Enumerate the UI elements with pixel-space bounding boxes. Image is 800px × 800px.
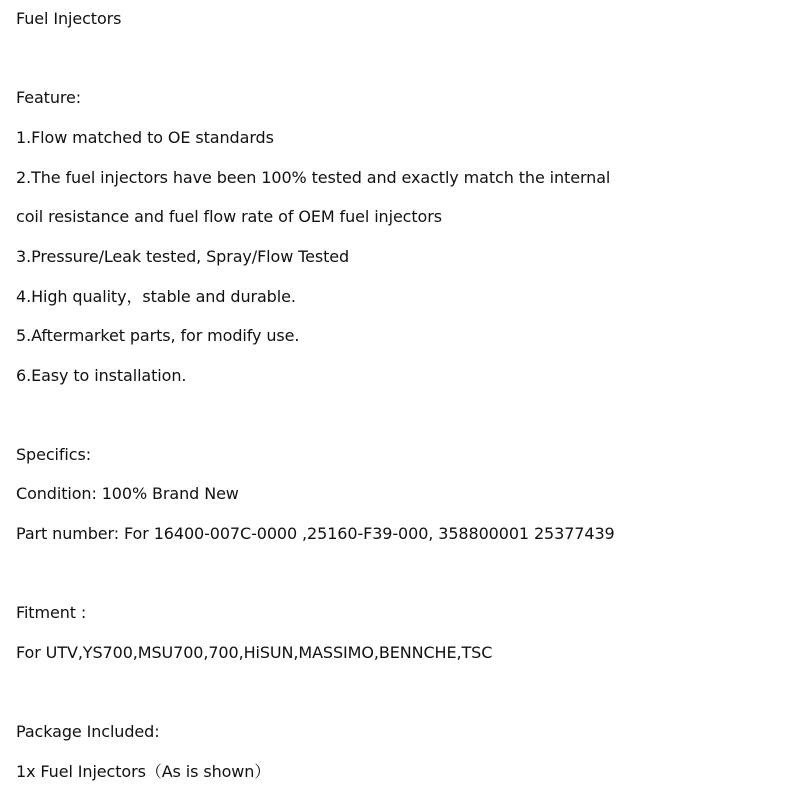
fitment-heading: Fitment : [16, 603, 87, 622]
feature-item: 3.Pressure/Leak tested, Spray/Flow Tested [16, 247, 350, 266]
feature-item: 5.Aftermarket parts, for modify use. [16, 326, 300, 345]
package-text: 1x Fuel Injectors（As is shown） [16, 762, 271, 781]
feature-item: 2.The fuel injectors have been 100% tested and exactly match the internal [16, 168, 611, 187]
feature-item: 4.High quality，stable and durable. [16, 287, 296, 306]
feature-item: 1.Flow matched to OE standards [16, 128, 274, 147]
fitment-text: For UTV,YS700,MSU700,700,HiSUN,MASSIMO,BENNCHE,TSC [16, 643, 493, 662]
package-heading: Package Included: [16, 722, 160, 741]
specifics-heading: Specifics: [16, 445, 92, 464]
feature-heading: Feature: [16, 88, 82, 107]
page-title: Fuel Injectors [16, 9, 122, 28]
feature-item: 6.Easy to installation. [16, 366, 187, 385]
part-number-text: Part number: For 16400-007C-0000 ,25160-F39-000, 358800001 25377439 [16, 524, 615, 543]
feature-item-continued: coil resistance and fuel flow rate of OEM fuel injectors [16, 207, 442, 226]
condition-text: Condition: 100% Brand New [16, 484, 239, 503]
